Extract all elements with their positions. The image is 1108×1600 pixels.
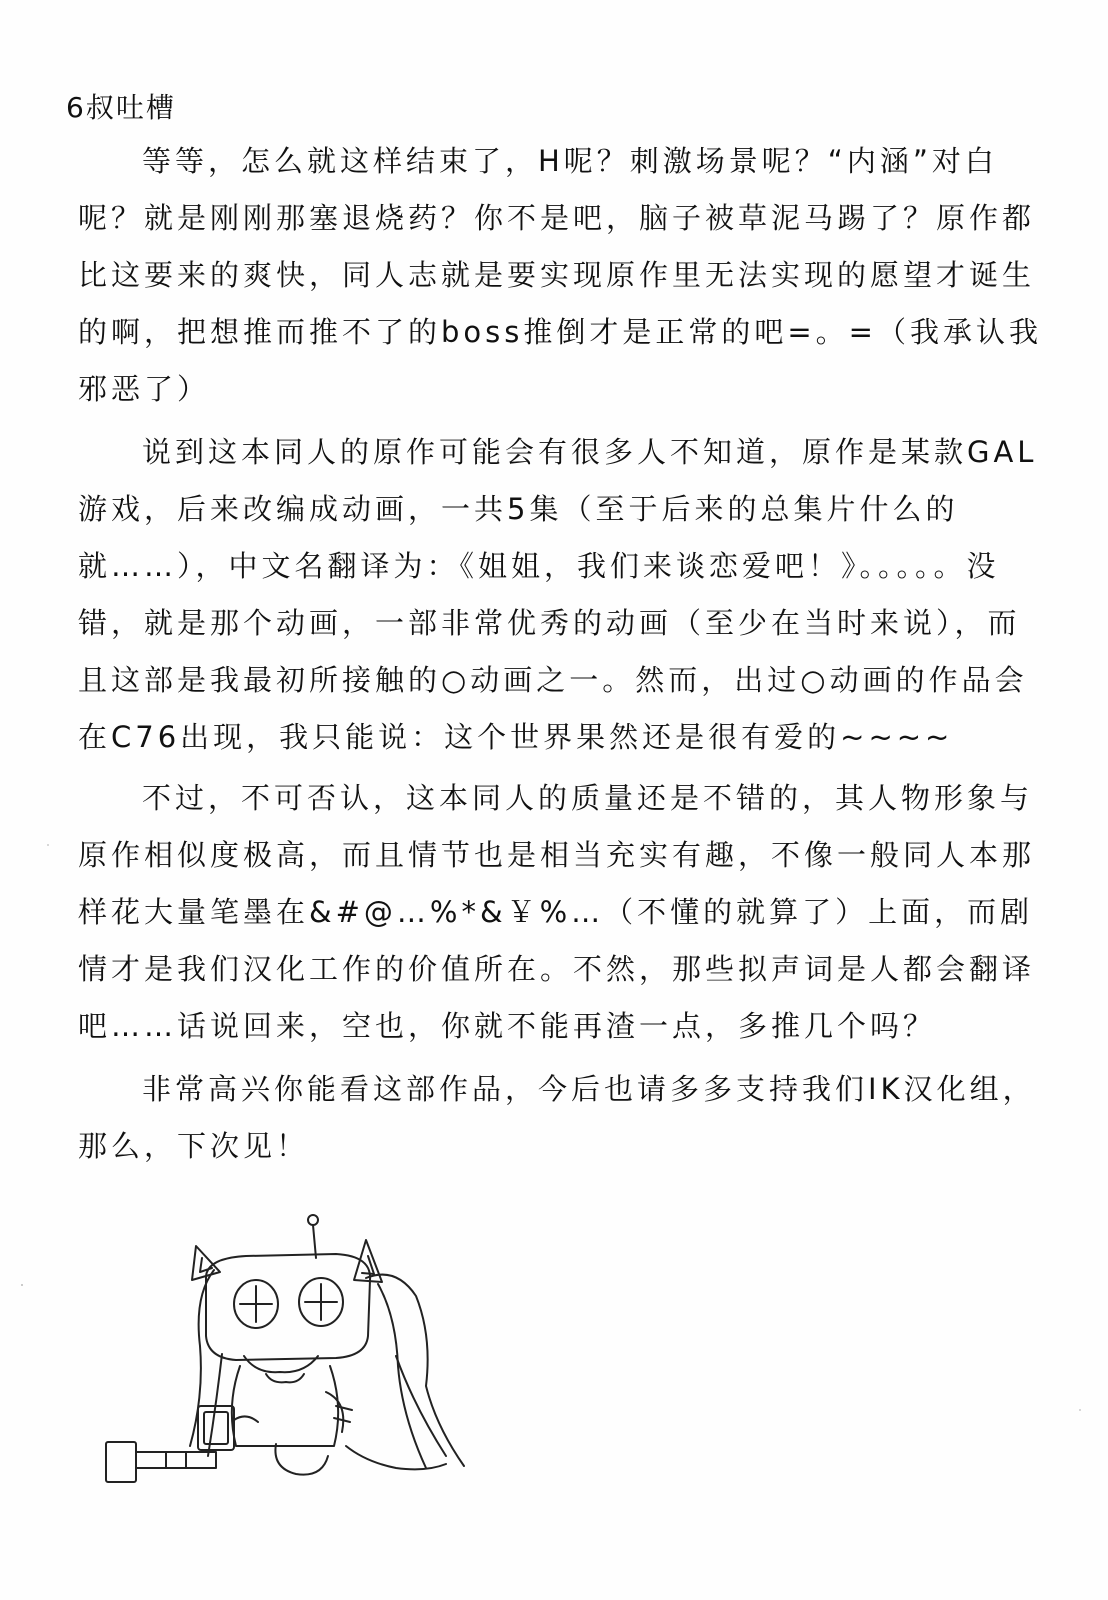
paragraph-4: 非常高兴你能看这部作品，今后也请多多支持我们IK汉化组，那么，下次见！	[78, 1072, 1036, 1163]
paragraph-3: 不过，不可否认，这本同人的质量还是不错的，其人物形象与原作相似度极高，而且情节也是相当充实有趣，不像一般同人本那样花大量笔墨在&#@…%*&￥%…（不懂的就算了）上面，而剧情才是我们汉化工作的价值所在。不然，那些拟声词是人都会翻译吧……话说回来，空也，你就不能再渣一点，多推几个吗？	[78, 781, 1036, 1043]
chibi-robot-girl-illustration	[96, 1206, 466, 1488]
page-heading: 6叔吐槽	[66, 91, 176, 124]
paragraph-1: 等等，怎么就这样结束了，H呢？刺激场景呢？“内涵”对白呢？就是刚刚那塞退烧药？你不是吧，脑子被草泥马踢了？原作都比这要来的爽快，同人志就是要实现原作里无法实现的愿望才诞生的啊，把想推而推不了的boss推倒才是正常的吧=。=（我承认我邪恶了）	[78, 144, 1042, 406]
paragraph-2: 说到这本同人的原作可能会有很多人不知道，原作是某款GAL游戏，后来改编成动画，一共5集（至于后来的总集片什么的就……），中文名翻译为：《姐姐，我们来谈恋爱吧！》。。。。。没错，就是那个动画，一部非常优秀的动画（至少在当时来说），而且这部是我最初所接触的○动画之一。然而，出过○动画的作品会在C76出现，我只能说：这个世界果然还是很有爱的~~~~	[78, 435, 1038, 754]
